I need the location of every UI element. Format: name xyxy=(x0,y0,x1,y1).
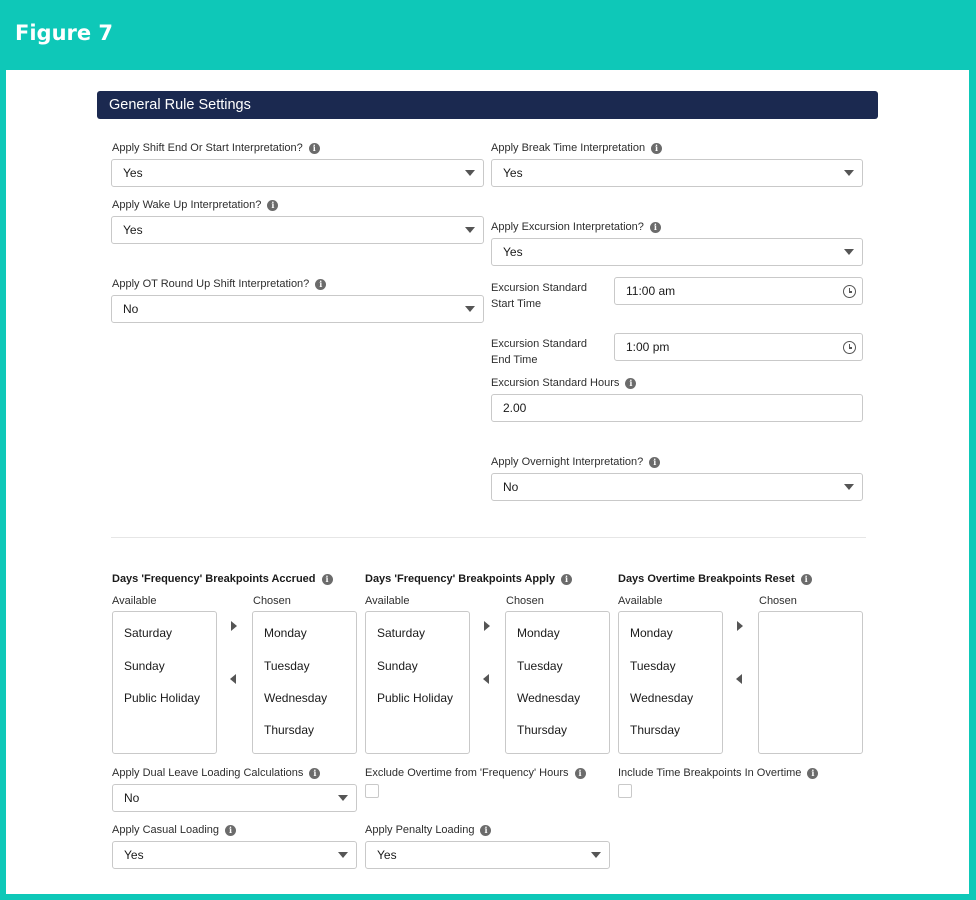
section-header: General Rule Settings xyxy=(97,91,878,119)
clock-icon[interactable] xyxy=(843,341,856,354)
break-time-value: Yes xyxy=(503,166,523,180)
info-icon[interactable]: i xyxy=(309,768,320,779)
clock-icon[interactable] xyxy=(843,285,856,298)
wake-up-label: Apply Wake Up Interpretation? i xyxy=(112,199,278,211)
dual-list-2-title: Days 'Frequency' Breakpoints Apply i xyxy=(365,573,572,585)
chevron-down-icon xyxy=(844,484,854,490)
move-right-button[interactable] xyxy=(231,621,237,631)
section-divider xyxy=(111,537,866,538)
list-item[interactable]: Saturday xyxy=(124,626,173,640)
list-item[interactable]: Monday xyxy=(630,626,673,640)
list-item[interactable]: Saturday xyxy=(377,626,426,640)
overnight-value: No xyxy=(503,480,519,494)
shift-end-select[interactable] xyxy=(111,159,484,187)
casual-loading-value: Yes xyxy=(124,848,144,862)
chosen-listbox[interactable] xyxy=(505,611,610,754)
dual-leave-select[interactable] xyxy=(112,784,357,812)
dual-leave-label: Apply Dual Leave Loading Calculations i xyxy=(112,767,320,779)
shift-end-value: Yes xyxy=(123,166,143,180)
excursion-select[interactable] xyxy=(491,238,863,266)
exc-end-value: 1:00 pm xyxy=(626,340,670,354)
exc-hours-label: Excursion Standard Hours i xyxy=(491,377,636,389)
dual-list-1-title: Days 'Frequency' Breakpoints Accrued i xyxy=(112,573,333,585)
wake-up-select[interactable] xyxy=(111,216,484,244)
overnight-select[interactable] xyxy=(491,473,863,501)
info-icon[interactable]: i xyxy=(267,200,278,211)
chosen-label: Chosen xyxy=(506,595,544,607)
exc-start-value: 11:00 am xyxy=(626,284,676,298)
include-time-label: Include Time Breakpoints In Overtime i xyxy=(618,767,818,779)
list-item[interactable]: Monday xyxy=(264,626,307,640)
list-item[interactable]: Wednesday xyxy=(630,691,694,705)
wake-up-value: Yes xyxy=(123,223,143,237)
break-time-label: Apply Break Time Interpretation i xyxy=(491,142,662,154)
dual-leave-value: No xyxy=(124,791,140,805)
list-item[interactable]: Thursday xyxy=(264,723,315,737)
info-icon[interactable]: i xyxy=(315,279,326,290)
ot-roundup-value: No xyxy=(123,302,139,316)
move-right-button[interactable] xyxy=(484,621,490,631)
info-icon[interactable]: i xyxy=(322,574,333,585)
list-item[interactable]: Wednesday xyxy=(517,691,581,705)
list-item[interactable]: Public Holiday xyxy=(377,691,454,705)
shift-end-label: Apply Shift End Or Start Interpretation? i xyxy=(112,142,320,154)
list-item[interactable]: Public Holiday xyxy=(124,691,201,705)
ot-roundup-label: Apply OT Round Up Shift Interpretation? i xyxy=(112,278,326,290)
info-icon[interactable]: i xyxy=(480,825,491,836)
chevron-down-icon xyxy=(844,170,854,176)
chosen-listbox[interactable] xyxy=(252,611,357,754)
chevron-down-icon xyxy=(465,306,475,312)
exc-hours-value: 2.00 xyxy=(503,401,527,415)
list-item[interactable]: Thursday xyxy=(517,723,568,737)
chevron-down-icon xyxy=(338,852,348,858)
info-icon[interactable]: i xyxy=(650,222,661,233)
excursion-value: Yes xyxy=(503,245,523,259)
chosen-listbox[interactable] xyxy=(758,611,863,754)
chevron-down-icon xyxy=(465,170,475,176)
list-item[interactable]: Tuesday xyxy=(264,659,310,673)
list-item[interactable]: Wednesday xyxy=(264,691,328,705)
exc-start-label: Excursion Standard Start Time xyxy=(491,282,587,310)
ot-roundup-select[interactable] xyxy=(111,295,484,323)
info-icon[interactable]: i xyxy=(651,143,662,154)
list-item[interactable]: Sunday xyxy=(377,659,418,673)
list-item[interactable]: Monday xyxy=(517,626,560,640)
exclude-ot-label: Exclude Overtime from 'Frequency' Hours i xyxy=(365,767,586,779)
move-left-button[interactable] xyxy=(230,674,236,684)
available-label: Available xyxy=(112,595,157,607)
figure-label: Figure 7 xyxy=(15,21,114,45)
available-listbox[interactable] xyxy=(112,611,217,754)
info-icon[interactable]: i xyxy=(801,574,812,585)
move-left-button[interactable] xyxy=(483,674,489,684)
overnight-label: Apply Overnight Interpretation? i xyxy=(491,456,660,468)
chosen-label: Chosen xyxy=(253,595,291,607)
move-left-button[interactable] xyxy=(736,674,742,684)
penalty-loading-select[interactable] xyxy=(365,841,610,869)
info-icon[interactable]: i xyxy=(575,768,586,779)
chevron-down-icon xyxy=(465,227,475,233)
info-icon[interactable]: i xyxy=(561,574,572,585)
info-icon[interactable]: i xyxy=(225,825,236,836)
break-time-select[interactable] xyxy=(491,159,863,187)
penalty-loading-label: Apply Penalty Loading i xyxy=(365,824,491,836)
chevron-down-icon xyxy=(591,852,601,858)
info-icon[interactable]: i xyxy=(807,768,818,779)
chosen-label: Chosen xyxy=(759,595,797,607)
exc-start-time-input[interactable] xyxy=(614,277,863,305)
list-item[interactable]: Sunday xyxy=(124,659,165,673)
exc-hours-input[interactable] xyxy=(491,394,863,422)
exc-end-time-input[interactable] xyxy=(614,333,863,361)
list-item[interactable]: Thursday xyxy=(630,723,681,737)
available-label: Available xyxy=(365,595,410,607)
available-label: Available xyxy=(618,595,663,607)
available-listbox[interactable] xyxy=(365,611,470,754)
list-item[interactable]: Tuesday xyxy=(517,659,563,673)
chevron-down-icon xyxy=(844,249,854,255)
info-icon[interactable]: i xyxy=(625,378,636,389)
dual-list-3-title: Days Overtime Breakpoints Reset i xyxy=(618,573,812,585)
exclude-ot-checkbox[interactable] xyxy=(365,784,379,798)
excursion-label: Apply Excursion Interpretation? i xyxy=(491,221,661,233)
exc-end-label: Excursion Standard End Time xyxy=(491,338,587,366)
info-icon[interactable]: i xyxy=(309,143,320,154)
list-item[interactable]: Tuesday xyxy=(630,659,676,673)
chevron-down-icon xyxy=(338,795,348,801)
casual-loading-label: Apply Casual Loading i xyxy=(112,824,236,836)
casual-loading-select[interactable] xyxy=(112,841,357,869)
include-time-checkbox[interactable] xyxy=(618,784,632,798)
settings-panel xyxy=(6,70,969,894)
move-right-button[interactable] xyxy=(737,621,743,631)
available-listbox[interactable] xyxy=(618,611,723,754)
info-icon[interactable]: i xyxy=(649,457,660,468)
penalty-loading-value: Yes xyxy=(377,848,397,862)
